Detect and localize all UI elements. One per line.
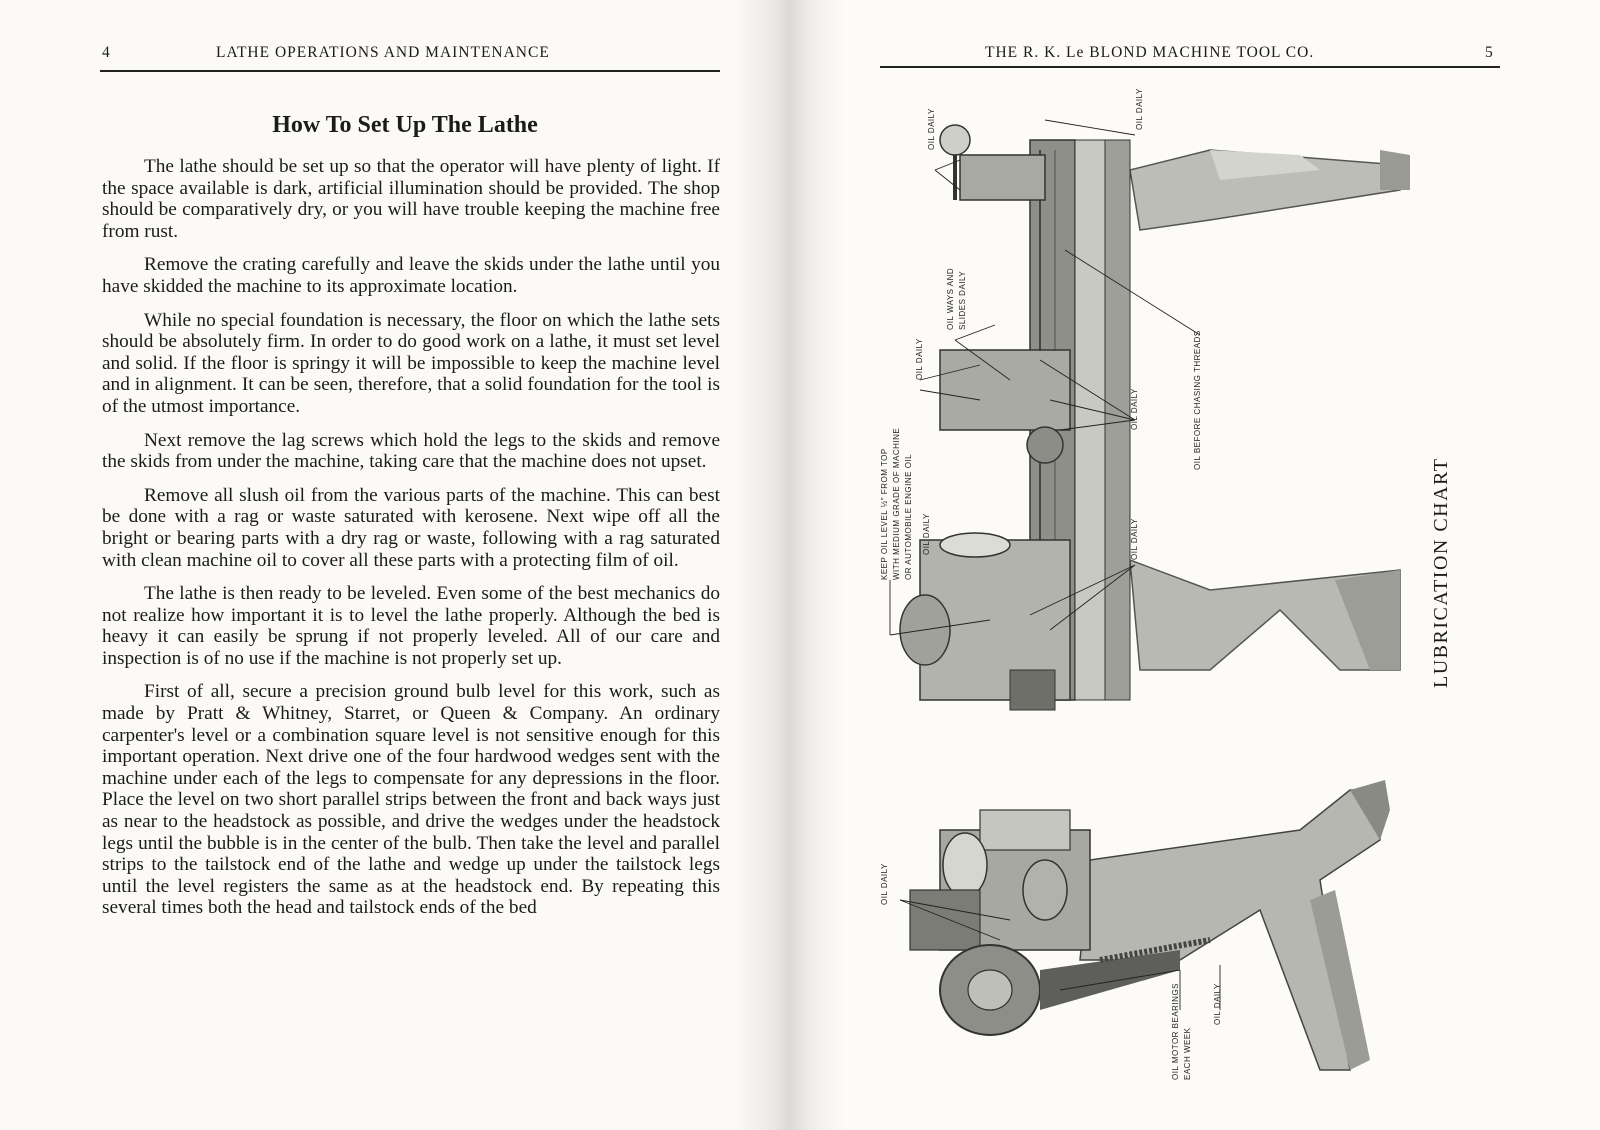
left-running-head: LATHE OPERATIONS AND MAINTENANCE bbox=[216, 44, 550, 61]
callout-keep-oil-level-1: KEEP OIL LEVEL ½" FROM TOP bbox=[880, 448, 889, 580]
callout-each-week: EACH WEEK bbox=[1183, 1027, 1192, 1080]
right-running-head: THE R. K. Le BLOND MACHINE TOOL CO. bbox=[985, 44, 1315, 61]
callout-lower-right-oil-daily: OIL DAILY bbox=[1213, 983, 1222, 1025]
right-header-rule bbox=[880, 66, 1500, 68]
callout-oil-before-chasing-threads: OIL BEFORE CHASING THREADS bbox=[1193, 330, 1202, 470]
callout-oil-ways: OIL WAYS AND bbox=[946, 267, 955, 330]
callout-headstock-oil-daily: OIL DAILY bbox=[922, 513, 931, 555]
callout-slides-daily: SLIDES DAILY bbox=[958, 270, 967, 330]
paragraph-4: Next remove the lag screws which hold the legs to the skids and remove the skids from under the machine, taking care that the machine does not upset. bbox=[102, 429, 720, 473]
left-header-rule bbox=[100, 70, 720, 72]
left-page-number: 4 bbox=[102, 44, 111, 61]
callout-keep-oil-level-3: OR AUTOMOBILE ENGINE OIL bbox=[904, 453, 913, 580]
paragraph-1: The lathe should be set up so that the operator will have plenty of light. If the space available is dark, artificial illumination should be provided. The shop should be comparatively dry, or you will have trouble keeping the machine free from rust. bbox=[102, 156, 720, 242]
right-page-number: 5 bbox=[1485, 44, 1494, 61]
book-gutter bbox=[735, 0, 845, 1130]
paragraph-6: The lathe is then ready to be leveled. Even some of the best mechanics do not realize how important it is to level the lathe properly. Although the bed is heavy it can easily be sprung if not properly leveled. All of our care and inspection is of no use if the machine is not properly set up. bbox=[102, 583, 720, 669]
section-heading: How To Set Up The Lathe bbox=[272, 112, 538, 138]
lathe-illustration-headstock-end bbox=[880, 770, 1440, 1100]
body-text bbox=[102, 156, 720, 919]
paragraph-2: Remove the crating carefully and leave the skids under the lathe until you have skidded the machine to its approximate location. bbox=[102, 254, 720, 297]
callout-oil-motor-bearings: OIL MOTOR BEARINGS bbox=[1171, 982, 1180, 1080]
lubrication-chart-title: LUBRICATION CHART bbox=[1430, 457, 1452, 688]
callout-apron-oil-daily: OIL DAILY bbox=[1130, 388, 1139, 430]
callout-keep-oil-level-2: WITH MEDIUM GRADE OF MACHINE bbox=[892, 427, 901, 580]
callout-top-oil-daily: OIL DAILY bbox=[1135, 88, 1144, 130]
callout-lower-oil-daily: OIL DAILY bbox=[880, 863, 889, 905]
paragraph-5: Remove all slush oil from the various parts of the machine. This can best be done with a rag or waste saturated with kerosene. Next wipe off all the bright or bearing parts with a dry rag or waste, following with a rag saturated with clean machine oil to cover all these parts with a protecting film of oil. bbox=[102, 484, 720, 571]
lathe-illustration-front bbox=[880, 110, 1440, 750]
callout-carriage-oil-daily: OIL DAILY bbox=[915, 338, 924, 380]
paragraph-7: First of all, secure a precision ground bulb level for this work, such as made by Pratt & Whitney, Starret, or Queen & Company. An ordinary carpenter's level or a combination square level is not sensitive enough for this important operation. Next drive one of the four hardwood wedges sent with the machine under each of the legs to compensate for any depressions in the floor. Place the level on two short parallel strips between the front and back ways just as near to the headstock as possible, and drive the wedges under the headstock legs until the bubble is in the center of the bulb. Then take the level and parallel strips to the tailstock end of the lathe and wedge up under the tailstock legs until the level registers the same as at the headstock end. By repeating this several times both the head and tailstock ends of the bed bbox=[102, 681, 720, 919]
callout-gear-oil-daily: OIL DAILY bbox=[1130, 518, 1139, 560]
callout-tailstock-oil-daily: OIL DAILY bbox=[927, 108, 936, 150]
paragraph-3: While no special foundation is necessary, the floor on which the lathe sets should be absolutely firm. In order to do good work on a lathe, it must set level and solid. If the floor is springy it will be impossible to keep the machine level and in alignment. It can be seen, therefore, that a solid foundation for the tool is of the utmost importance. bbox=[102, 309, 720, 417]
